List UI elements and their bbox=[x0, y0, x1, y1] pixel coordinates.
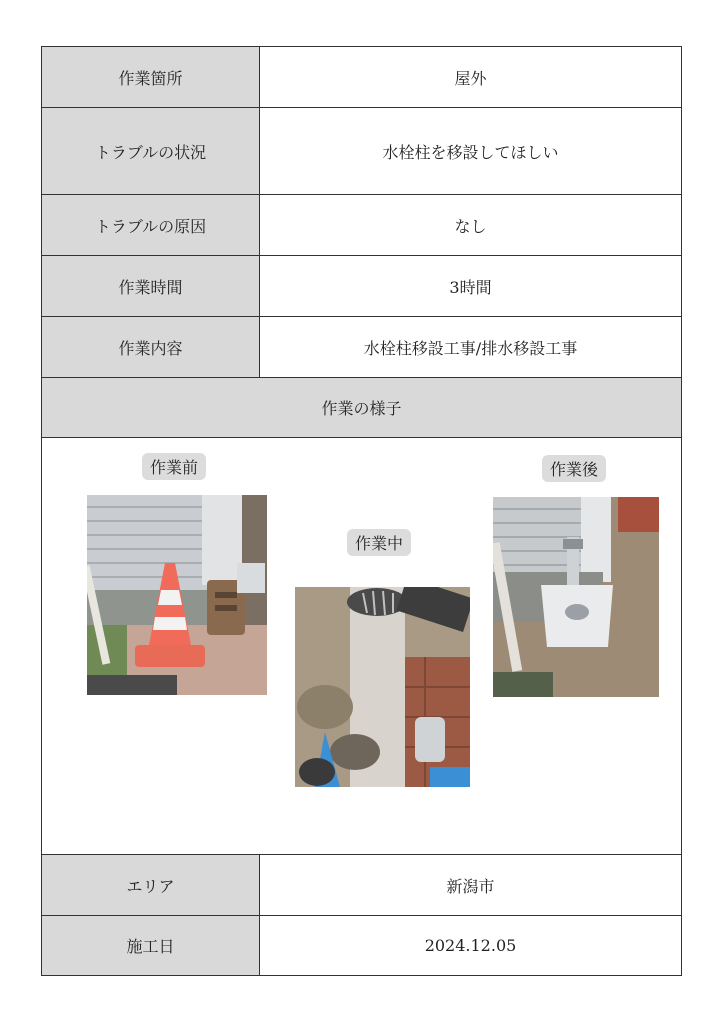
row-date bbox=[42, 916, 681, 975]
row-location bbox=[42, 47, 681, 108]
trouble-cause-value: なし bbox=[260, 195, 681, 255]
trouble-status-value: 水栓柱を移設してほしい bbox=[260, 108, 681, 194]
work-content-value: 水栓柱移設工事/排水移設工事 bbox=[260, 317, 681, 377]
date-value: 2024.12.05 bbox=[260, 916, 681, 975]
before-photo-tag: 作業前 bbox=[142, 453, 206, 480]
area-value: 新潟市 bbox=[260, 855, 681, 915]
location-value: 屋外 bbox=[260, 47, 681, 107]
trouble-cause-label: トラブルの原因 bbox=[42, 195, 260, 255]
row-photos-title bbox=[42, 378, 681, 438]
row-trouble-status bbox=[42, 108, 681, 195]
after-photo-tag: 作業後 bbox=[542, 455, 606, 482]
row-work-time bbox=[42, 256, 681, 317]
area-label: エリア bbox=[42, 855, 260, 915]
work-time-value: 3時間 bbox=[260, 256, 681, 316]
work-time-label: 作業時間 bbox=[42, 256, 260, 316]
location-label: 作業箇所 bbox=[42, 47, 260, 107]
during-photo-tag: 作業中 bbox=[347, 529, 411, 556]
after-photo bbox=[493, 497, 659, 697]
photos-section-title: 作業の様子 bbox=[42, 378, 681, 437]
during-photo bbox=[295, 587, 470, 787]
report-sheet bbox=[41, 46, 682, 976]
photos-area bbox=[42, 437, 681, 855]
date-label: 施工日 bbox=[42, 916, 260, 975]
row-trouble-cause bbox=[42, 195, 681, 256]
before-photo bbox=[87, 495, 267, 695]
row-work-content bbox=[42, 317, 681, 378]
trouble-status-label: トラブルの状況 bbox=[42, 108, 260, 194]
work-content-label: 作業内容 bbox=[42, 317, 260, 377]
row-area bbox=[42, 855, 681, 916]
